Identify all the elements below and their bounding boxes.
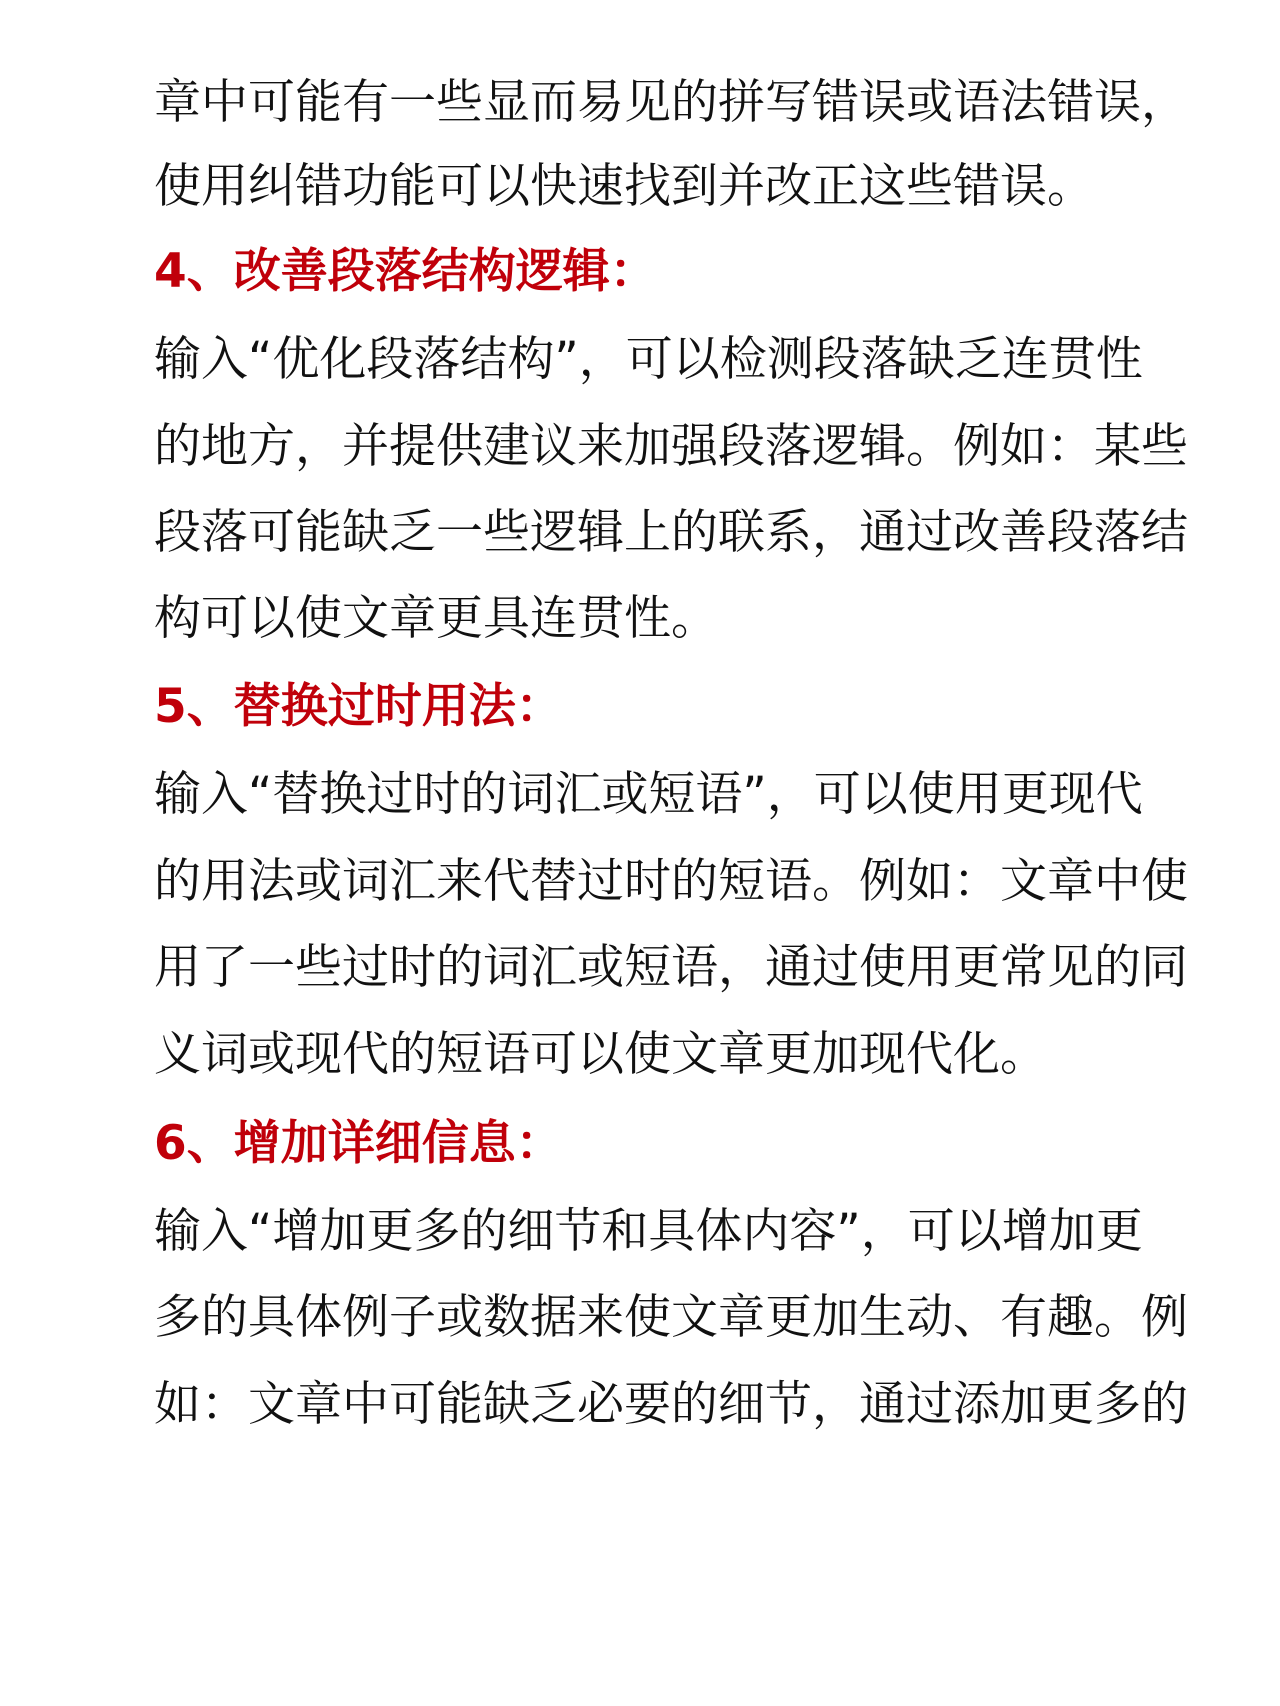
section-heading: 6、增加详细信息： <box>154 1116 563 1171</box>
paragraph-line: 段落可能缺乏一些逻辑上的联系，通过改善段落结 <box>154 505 1188 560</box>
paragraph-line: 的用法或词汇来代替过时的短语。例如：文章中使 <box>154 854 1188 909</box>
paragraph-line: 用了一些过时的词汇或短语，通过使用更常见的同 <box>154 940 1188 995</box>
paragraph-line: 义词或现代的短语可以使文章更加现代化。 <box>154 1027 1047 1082</box>
section-heading: 4、改善段落结构逻辑： <box>154 244 657 299</box>
paragraph-line: 的地方，并提供建议来加强段落逻辑。例如：某些 <box>154 419 1188 474</box>
paragraph-line: 输入“替换过时的词汇或短语”，可以使用更现代 <box>154 767 1143 822</box>
paragraph-line: 使用纠错功能可以快速找到并改正这些错误。 <box>154 159 1094 214</box>
paragraph-line: 多的具体例子或数据来使文章更加生动、有趣。例 <box>154 1290 1188 1345</box>
paragraph-line: 如：文章中可能缺乏必要的细节，通过添加更多的 <box>154 1377 1188 1432</box>
paragraph-line: 输入“优化段落结构”，可以检测段落缺乏连贯性 <box>154 332 1143 387</box>
section-heading: 5、替换过时用法： <box>154 679 563 734</box>
paragraph-line: 构可以使文章更具连贯性。 <box>154 591 718 646</box>
paragraph-line: 章中可能有一些显而易见的拼写错误或语法错误， <box>154 75 1188 130</box>
paragraph-line: 输入“增加更多的细节和具体内容”，可以增加更 <box>154 1204 1143 1259</box>
